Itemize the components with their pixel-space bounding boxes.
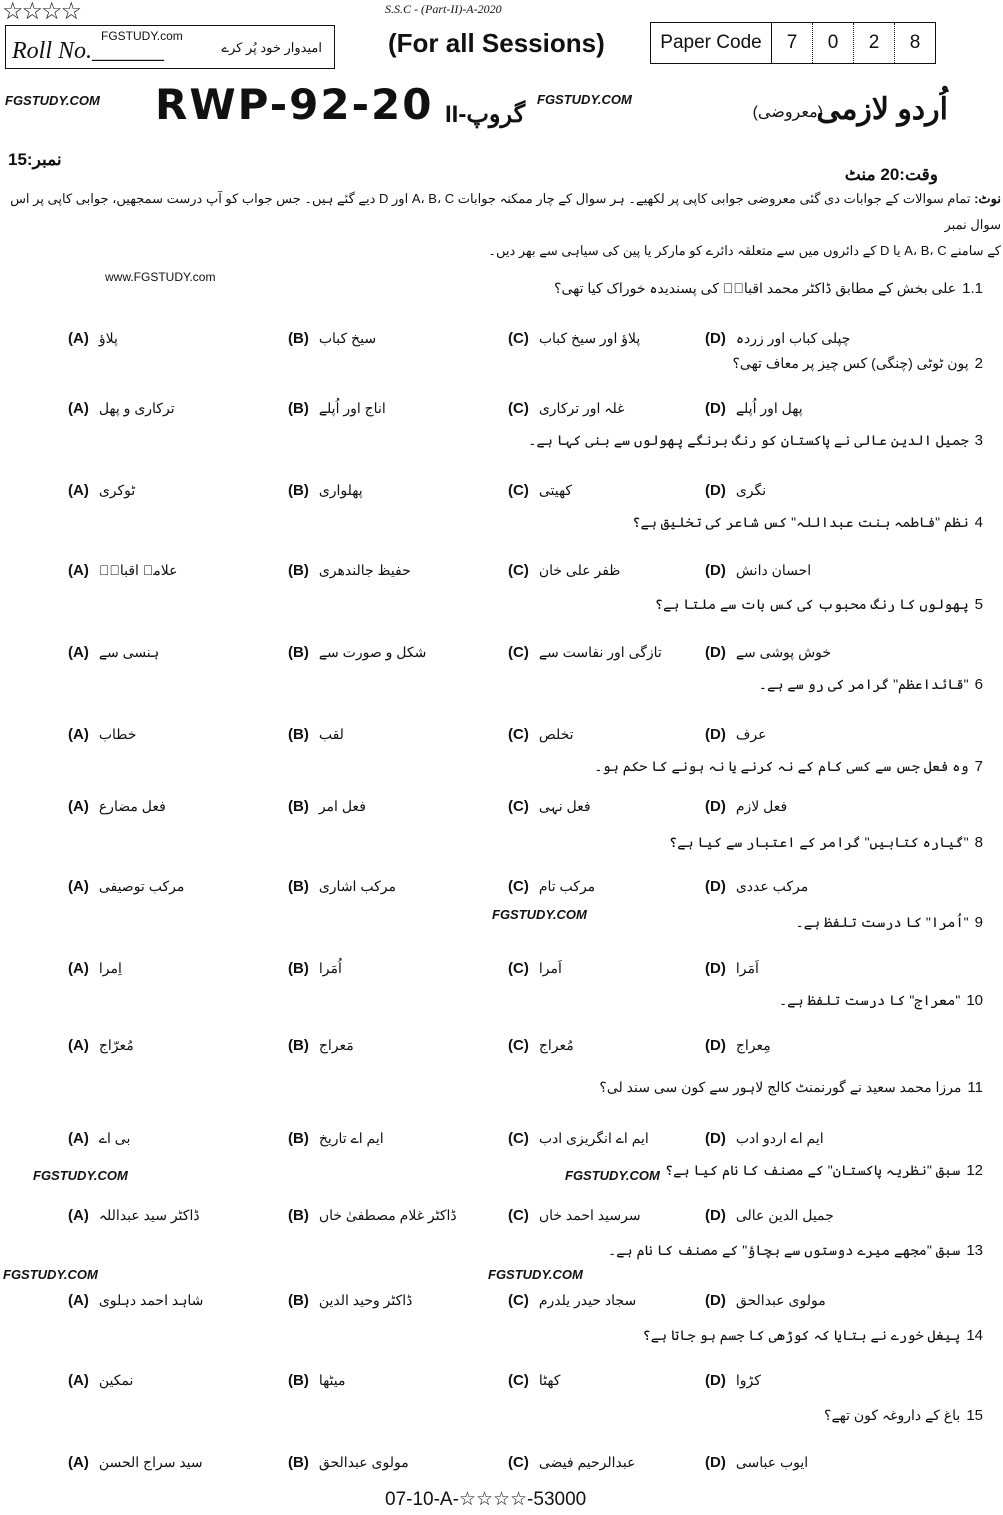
option-text: اَمرا bbox=[538, 960, 562, 976]
option-letter: (B) bbox=[288, 960, 309, 977]
option-letter: (B) bbox=[288, 644, 309, 661]
question-text: "معراج" کا درست تلفظ ہے۔ bbox=[778, 992, 961, 1008]
question-number: 7 bbox=[974, 758, 983, 775]
watermark: FGSTUDY.COM bbox=[537, 92, 632, 107]
option-letter: (C) bbox=[508, 1207, 529, 1224]
option-text: مُعراج bbox=[538, 1037, 574, 1053]
question-text: سبق "مجھے میرے دوستوں سے بچاؤ" کے مصنف کا نام ہے۔ bbox=[607, 1242, 961, 1258]
option-d bbox=[705, 330, 850, 347]
option-letter: (A) bbox=[68, 1372, 89, 1389]
option-c bbox=[508, 1454, 635, 1471]
sessions-label: (For all Sessions) bbox=[388, 28, 605, 58]
question-text: سبق "نظریہ پاکستان" کے مصنف کا نام کیا ہے؟ bbox=[664, 1162, 961, 1178]
option-a bbox=[68, 798, 166, 815]
option-letter: (B) bbox=[288, 1454, 309, 1471]
option-c bbox=[508, 1372, 560, 1389]
watermark: FGSTUDY.COM bbox=[5, 93, 100, 108]
question-text: علی بخش کے مطابق ڈاکٹر محمد اقبالؒ کی پسندیدہ خوراک کیا تھی؟ bbox=[554, 280, 957, 296]
option-text: اُمَرا bbox=[318, 960, 342, 976]
option-text: پھل اور اُپلے bbox=[735, 400, 803, 416]
option-a bbox=[68, 1372, 133, 1389]
marks-label: نمبر:15 bbox=[8, 150, 62, 169]
option-c bbox=[508, 1292, 636, 1309]
option-letter: (C) bbox=[508, 878, 529, 895]
question-text: "قائداعظم" گرامر کی رو سے ہے۔ bbox=[758, 676, 969, 692]
option-letter: (A) bbox=[68, 960, 89, 977]
option-c bbox=[508, 798, 591, 815]
paper-code-label: Paper Code bbox=[651, 23, 772, 63]
question-number: 5 bbox=[974, 596, 983, 613]
option-text: شاہد احمد دہلوی bbox=[98, 1292, 204, 1308]
option-letter: (C) bbox=[508, 1130, 529, 1147]
option-b bbox=[288, 878, 396, 895]
option-letter: (C) bbox=[508, 726, 529, 743]
option-letter: (D) bbox=[705, 960, 726, 977]
option-letter: (A) bbox=[68, 1037, 89, 1054]
option-letter: (B) bbox=[288, 1292, 309, 1309]
option-text: چپلی کباب اور زردہ bbox=[735, 330, 851, 346]
option-letter: (C) bbox=[508, 400, 529, 417]
option-letter: (D) bbox=[705, 1292, 726, 1309]
option-letter: (A) bbox=[68, 482, 89, 499]
option-letter: (D) bbox=[705, 1037, 726, 1054]
paper-code-box bbox=[650, 22, 936, 64]
option-text: عرف bbox=[735, 726, 767, 742]
option-text: اَمَرا bbox=[735, 960, 759, 976]
option-text: مرکب تام bbox=[538, 878, 596, 894]
option-text: جمیل الدین عالی bbox=[735, 1207, 834, 1223]
option-text: کڑوا bbox=[735, 1372, 761, 1388]
option-text: پلاؤ bbox=[98, 330, 118, 346]
option-a bbox=[68, 1454, 203, 1471]
option-text: مِعراج bbox=[735, 1037, 771, 1053]
option-d bbox=[705, 798, 787, 815]
option-a bbox=[68, 1130, 130, 1147]
option-text: ایم اے انگریزی ادب bbox=[538, 1130, 649, 1146]
option-b bbox=[288, 330, 376, 347]
option-letter: (C) bbox=[508, 1037, 529, 1054]
question-number: 11 bbox=[967, 1079, 983, 1096]
option-text: خطاب bbox=[98, 726, 137, 742]
option-c bbox=[508, 726, 574, 743]
question-14 bbox=[643, 1327, 984, 1344]
option-letter: (A) bbox=[68, 798, 89, 815]
option-letter: (B) bbox=[288, 330, 309, 347]
handwritten-code: RWP-92-20 bbox=[155, 80, 434, 129]
option-d bbox=[705, 482, 766, 499]
option-letter: (C) bbox=[508, 1454, 529, 1471]
option-text: ایوب عباسی bbox=[735, 1454, 809, 1470]
option-b bbox=[288, 1037, 354, 1054]
option-text: مُعرّاج bbox=[98, 1037, 134, 1053]
option-letter: (A) bbox=[68, 644, 89, 661]
question-number: 2 bbox=[974, 355, 983, 372]
note-line2: کے سامنے A، B، C یا D کے دائروں میں سے متعلقہ دائرے کو مارکر یا پین کی سیاہی سے بھر دیں۔ bbox=[488, 243, 1001, 258]
option-c bbox=[508, 482, 572, 499]
option-text: مرکب اشاری bbox=[318, 878, 396, 894]
paper-code-digit: 2 bbox=[854, 23, 895, 63]
option-letter: (D) bbox=[705, 644, 726, 661]
option-c bbox=[508, 400, 624, 417]
question-text: نظم "فاطمہ بنت عبداللہ" کس شاعر کی تخلیق ہے؟ bbox=[632, 514, 969, 530]
option-letter: (A) bbox=[68, 1130, 89, 1147]
question-text: پون ٹوٹی (چنگی) کس چیز پر معاف تھی؟ bbox=[732, 355, 969, 371]
option-d bbox=[705, 1454, 808, 1471]
option-letter: (D) bbox=[705, 1454, 726, 1471]
option-b bbox=[288, 562, 411, 579]
option-c bbox=[508, 960, 562, 977]
option-letter: (A) bbox=[68, 726, 89, 743]
subject-type: (معروضی) bbox=[752, 104, 823, 121]
question-7 bbox=[594, 758, 983, 775]
option-letter: (D) bbox=[705, 482, 726, 499]
option-d bbox=[705, 1130, 824, 1147]
option-text: فعل امر bbox=[318, 798, 366, 814]
option-letter: (D) bbox=[705, 1372, 726, 1389]
option-text: سرسید احمد خاں bbox=[538, 1207, 641, 1223]
question-text: پھولوں کا رنگ محبوب کی کس بات سے ملتا ہے؟ bbox=[654, 596, 969, 612]
question-number: 4 bbox=[974, 514, 983, 531]
question-number: 3 bbox=[974, 432, 983, 449]
question-text: مرزا محمد سعید نے گورنمنٹ کالج لاہور سے کون سی سند لی؟ bbox=[599, 1079, 962, 1095]
option-text: مرکب عددی bbox=[735, 878, 809, 894]
option-text: سید سراج الحسن bbox=[98, 1454, 203, 1470]
option-text: عبدالرحیم فیضی bbox=[538, 1454, 636, 1470]
option-letter: (D) bbox=[705, 1207, 726, 1224]
option-b bbox=[288, 400, 386, 417]
option-letter: (B) bbox=[288, 1037, 309, 1054]
note-label: نوٹ: bbox=[974, 191, 1001, 206]
option-letter: (D) bbox=[705, 798, 726, 815]
option-text: ڈاکٹر وحید الدین bbox=[318, 1292, 413, 1308]
option-letter: (A) bbox=[68, 400, 89, 417]
option-letter: (B) bbox=[288, 562, 309, 579]
option-b bbox=[288, 1207, 457, 1224]
instructions-note bbox=[1, 186, 1001, 264]
option-text: نمکین bbox=[98, 1372, 134, 1388]
watermark: FGSTUDY.COM bbox=[33, 1168, 128, 1183]
question-text: پیغل خورے نے بتایا کہ کوڑھی کا جسم ہو جاتا ہے؟ bbox=[642, 1327, 961, 1343]
option-a bbox=[68, 400, 175, 417]
option-text: میٹھا bbox=[318, 1372, 346, 1388]
option-letter: (D) bbox=[705, 878, 726, 895]
question-4 bbox=[632, 514, 983, 531]
option-text: ایم اے اردو ادب bbox=[735, 1130, 824, 1146]
option-text: فعل نہی bbox=[538, 798, 591, 814]
option-text: ڈاکٹر سید عبداللہ bbox=[98, 1207, 200, 1223]
question-number: 1.1 bbox=[962, 280, 983, 297]
option-letter: (B) bbox=[288, 1130, 309, 1147]
option-d bbox=[705, 1037, 771, 1054]
option-text: لقب bbox=[318, 726, 344, 742]
question-text: "گیارہ کتابیں" گرامر کے اعتبار سے کیا ہے؟ bbox=[668, 834, 969, 850]
option-c bbox=[508, 562, 620, 579]
watermark: FGSTUDY.com bbox=[101, 29, 183, 43]
question-number: 6 bbox=[974, 676, 983, 693]
option-text: اِمرا bbox=[98, 960, 122, 976]
option-text: ایم اے تاریخ bbox=[318, 1130, 384, 1146]
roll-instruction: امیدوار خود پُر کرے bbox=[221, 40, 322, 55]
option-text: سیخ کباب bbox=[318, 330, 377, 346]
option-letter: (B) bbox=[288, 1372, 309, 1389]
option-letter: (C) bbox=[508, 562, 529, 579]
option-c bbox=[508, 1207, 641, 1224]
option-text: غلہ اور ترکاری bbox=[538, 400, 625, 416]
question-6 bbox=[759, 676, 983, 693]
question-number: 14 bbox=[966, 1327, 983, 1344]
option-text: حفیظ جالندھری bbox=[318, 562, 411, 578]
time-label: وقت:20 منٹ bbox=[844, 165, 938, 184]
option-b bbox=[288, 726, 344, 743]
option-text: بی اے bbox=[98, 1130, 131, 1146]
option-c bbox=[508, 644, 662, 661]
option-text: علامہ اقبالؒ bbox=[98, 562, 178, 578]
option-a bbox=[68, 960, 122, 977]
option-letter: (D) bbox=[705, 400, 726, 417]
option-text: مولوی عبدالحق bbox=[735, 1292, 826, 1308]
question-2 bbox=[733, 355, 984, 372]
question-11 bbox=[599, 1079, 983, 1096]
watermark: FGSTUDY.COM bbox=[488, 1267, 583, 1282]
question-9 bbox=[796, 914, 984, 931]
option-text: فعل لازم bbox=[735, 798, 788, 814]
subject-title: اُردو لازمی bbox=[816, 93, 948, 126]
question-12 bbox=[665, 1162, 983, 1179]
question-number: 12 bbox=[966, 1162, 983, 1179]
option-text: ڈاکٹر غلام مصطفیٰ خاں bbox=[318, 1207, 457, 1223]
option-a bbox=[68, 330, 118, 347]
question-1 bbox=[554, 280, 983, 297]
option-letter: (A) bbox=[68, 330, 89, 347]
option-c bbox=[508, 878, 595, 895]
option-text: احسان دانش bbox=[735, 562, 812, 578]
option-text: پلاؤ اور سیخ کباب bbox=[538, 330, 641, 346]
option-letter: (B) bbox=[288, 482, 309, 499]
option-letter: (A) bbox=[68, 1454, 89, 1471]
option-letter: (C) bbox=[508, 330, 529, 347]
option-letter: (C) bbox=[508, 798, 529, 815]
option-text: سجاد حیدر یلدرم bbox=[538, 1292, 637, 1308]
option-letter: (B) bbox=[288, 1207, 309, 1224]
roll-label: Roll No.______ bbox=[12, 38, 165, 64]
option-a bbox=[68, 562, 178, 579]
option-c bbox=[508, 330, 640, 347]
option-text: ہنسی سے bbox=[98, 644, 160, 660]
option-text: ترکاری و پھل bbox=[98, 400, 175, 416]
option-letter: (C) bbox=[508, 644, 529, 661]
option-d bbox=[705, 960, 759, 977]
question-3 bbox=[528, 432, 983, 449]
option-a bbox=[68, 878, 184, 895]
option-d bbox=[705, 562, 811, 579]
option-text: مرکب توصیفی bbox=[98, 878, 185, 894]
question-number: 9 bbox=[974, 914, 983, 931]
question-5 bbox=[655, 596, 983, 613]
question-number: 8 bbox=[974, 834, 983, 851]
option-b bbox=[288, 1292, 412, 1309]
question-15 bbox=[824, 1407, 983, 1424]
option-text: فعل مضارع bbox=[98, 798, 166, 814]
question-text: "اُمرا" کا درست تلفظ ہے۔ bbox=[795, 914, 969, 930]
option-letter: (A) bbox=[68, 1292, 89, 1309]
option-letter: (B) bbox=[288, 878, 309, 895]
option-letter: (C) bbox=[508, 482, 529, 499]
option-letter: (D) bbox=[705, 726, 726, 743]
option-d bbox=[705, 1292, 826, 1309]
option-a bbox=[68, 726, 136, 743]
option-c bbox=[508, 1037, 574, 1054]
option-d bbox=[705, 400, 803, 417]
option-b bbox=[288, 1130, 384, 1147]
option-b bbox=[288, 960, 342, 977]
group-label: گروپ-II bbox=[445, 101, 526, 128]
question-number: 13 bbox=[966, 1242, 983, 1259]
option-d bbox=[705, 1207, 834, 1224]
option-c bbox=[508, 1130, 649, 1147]
option-letter: (D) bbox=[705, 330, 726, 347]
option-letter: (A) bbox=[68, 1207, 89, 1224]
option-text: پھلواری bbox=[318, 482, 363, 498]
option-text: اناج اور اُپلے bbox=[318, 400, 386, 416]
option-a bbox=[68, 644, 159, 661]
option-a bbox=[68, 1037, 134, 1054]
watermark: FGSTUDY.COM bbox=[565, 1168, 660, 1183]
option-text: خوش پوشی سے bbox=[735, 644, 832, 660]
option-text: ظفر علی خان bbox=[538, 562, 621, 578]
roll-number-box bbox=[5, 25, 335, 69]
option-b bbox=[288, 644, 426, 661]
option-letter: (B) bbox=[288, 798, 309, 815]
option-d bbox=[705, 726, 766, 743]
paper-code-digit: 7 bbox=[772, 23, 813, 63]
paper-code-digit: 0 bbox=[813, 23, 854, 63]
option-letter: (C) bbox=[508, 960, 529, 977]
option-letter: (C) bbox=[508, 1292, 529, 1309]
option-b bbox=[288, 798, 366, 815]
option-letter: (D) bbox=[705, 1130, 726, 1147]
option-letter: (A) bbox=[68, 878, 89, 895]
option-d bbox=[705, 1372, 761, 1389]
option-a bbox=[68, 482, 135, 499]
option-a bbox=[68, 1207, 200, 1224]
option-text: مولوی عبدالحق bbox=[318, 1454, 409, 1470]
option-text: تخلص bbox=[538, 726, 574, 742]
question-text: وہ فعل جس سے کسی کام کے نہ کرنے یا نہ ہونے کا حکم ہو۔ bbox=[594, 758, 969, 774]
option-text: مَعراج bbox=[318, 1037, 354, 1053]
watermark: FGSTUDY.COM bbox=[492, 907, 587, 922]
paper-code-digit: 8 bbox=[909, 32, 921, 53]
option-b bbox=[288, 482, 363, 499]
option-letter: (B) bbox=[288, 726, 309, 743]
option-d bbox=[705, 644, 831, 661]
option-text: کھیتی bbox=[538, 482, 573, 498]
question-number: 10 bbox=[966, 992, 983, 1009]
footer-code: 07-10-A-☆☆☆☆-53000 bbox=[385, 1489, 587, 1510]
watermark: FGSTUDY.COM bbox=[3, 1267, 98, 1282]
option-letter: (D) bbox=[705, 562, 726, 579]
exam-title: S.S.C - (Part-II)-A-2020 bbox=[385, 2, 502, 16]
stars: ☆☆☆☆ bbox=[2, 0, 81, 25]
question-13 bbox=[608, 1242, 983, 1259]
option-text: کھٹا bbox=[538, 1372, 561, 1388]
option-d bbox=[705, 878, 808, 895]
question-10 bbox=[779, 992, 983, 1009]
option-text: شکل و صورت سے bbox=[318, 644, 427, 660]
option-a bbox=[68, 1292, 203, 1309]
option-b bbox=[288, 1454, 409, 1471]
option-text: ٹوکری bbox=[98, 482, 136, 498]
question-8 bbox=[669, 834, 983, 851]
question-number: 15 bbox=[966, 1407, 983, 1424]
question-text: جمیل الدین عالی نے پاکستان کو رنگ برنگے پھولوں سے بنی کہا ہے۔ bbox=[528, 432, 969, 448]
option-text: تازگی اور نفاست سے bbox=[538, 644, 662, 660]
option-b bbox=[288, 1372, 346, 1389]
option-letter: (A) bbox=[68, 562, 89, 579]
question-text: باغ کے داروغہ کون تھے؟ bbox=[824, 1407, 961, 1423]
option-letter: (C) bbox=[508, 1372, 529, 1389]
note-line1: تمام سوالات کے جوابات دی گئی معروضی جوابی کاپی پر لکھیے۔ ہر سوال کے چار ممکنہ جوابات A، B، C اور D دیے گئے ہیں۔ جس جواب کو آپ درست سمجھیں، جوابی کاپی پر اس سوال نمبر bbox=[10, 191, 1001, 232]
watermark: www.FGSTUDY.com bbox=[105, 270, 216, 284]
option-letter: (B) bbox=[288, 400, 309, 417]
option-text: نگری bbox=[735, 482, 767, 498]
